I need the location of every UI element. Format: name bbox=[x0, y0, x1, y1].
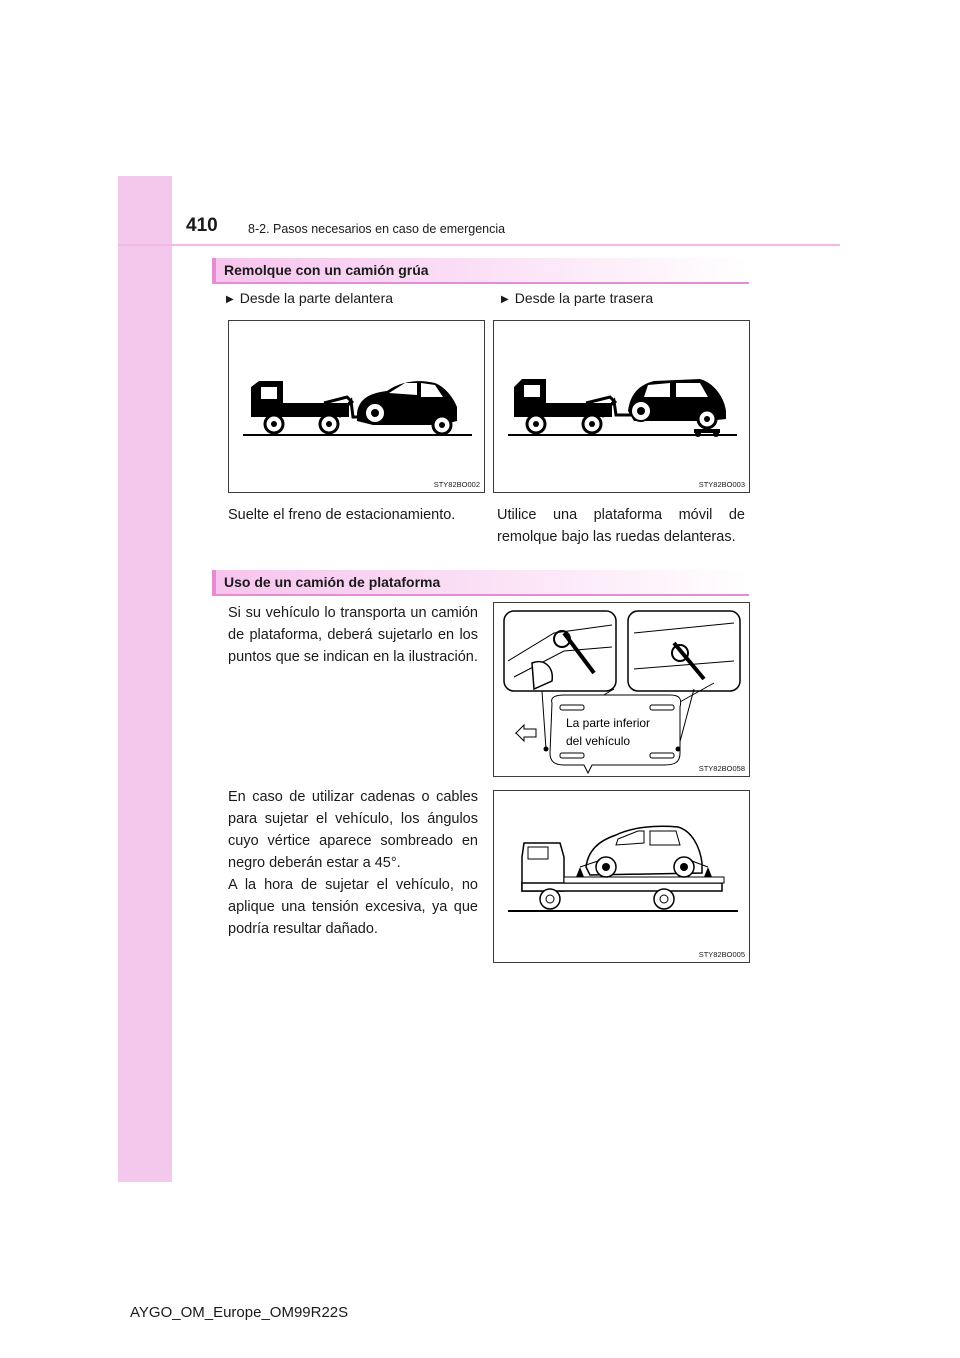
figure-tow-rear bbox=[493, 320, 750, 493]
subheading-front: ▶ Desde la parte delantera bbox=[226, 290, 394, 306]
tow-truck-front-illustration bbox=[229, 321, 484, 492]
figure-flatbed-truck bbox=[493, 790, 750, 963]
note-front: Suelte el freno de estacionamiento. bbox=[228, 507, 456, 523]
section-bar-title: Remolque con un camión grúa bbox=[224, 262, 429, 278]
callout-line-1: La parte inferior bbox=[566, 716, 651, 730]
figure-code: STY82BO003 bbox=[698, 480, 745, 489]
figure-tie-down-points bbox=[493, 602, 750, 777]
section-title: 8-2. Pasos necesarios en caso de emergencia bbox=[248, 222, 506, 236]
figure-code: STY82BO005 bbox=[698, 950, 745, 959]
figure-code: STY82BO002 bbox=[433, 480, 480, 489]
triangle-bullet-icon: ▶ bbox=[226, 294, 234, 305]
flatbed-truck-illustration bbox=[494, 791, 749, 962]
note-rear: Utilice una plataforma móvil de remolque bajo las ruedas delanteras. bbox=[497, 507, 745, 545]
section-bar-flatbed bbox=[212, 570, 749, 596]
section-bar-tow-truck bbox=[212, 258, 749, 284]
paragraph-tension: A la hora de sujetar el vehículo, no aplique una tensión excesiva, ya que podría resultar dañado. bbox=[228, 877, 478, 937]
tie-down-detail-illustration bbox=[494, 603, 749, 776]
figure-code: STY82BO058 bbox=[698, 764, 745, 773]
tow-truck-rear-illustration bbox=[494, 321, 749, 492]
subheading-rear: ▶ Desde la parte trasera bbox=[501, 290, 654, 306]
paragraph-chains: En caso de utilizar cadenas o cables para sujetar el vehículo, los ángulos cuyo vértice aparece sombreado en negro deberán estar a 45°. bbox=[228, 789, 478, 871]
page-number: 410 bbox=[186, 215, 218, 236]
section-bar-title: Uso de un camión de plataforma bbox=[224, 574, 441, 590]
paragraph-flatbed-intro: Si su vehículo lo transporta un camión de plataforma, deberá sujetarlo en los puntos que se indican en la ilustración. bbox=[228, 605, 478, 665]
callout-line-2: del vehículo bbox=[566, 734, 631, 748]
footer-doc-id: AYGO_OM_Europe_OM99R22S bbox=[130, 1304, 349, 1321]
figure-tow-front bbox=[228, 320, 485, 493]
triangle-bullet-icon: ▶ bbox=[501, 294, 509, 305]
chapter-sidebar bbox=[118, 176, 172, 1182]
header-rule bbox=[118, 244, 840, 246]
